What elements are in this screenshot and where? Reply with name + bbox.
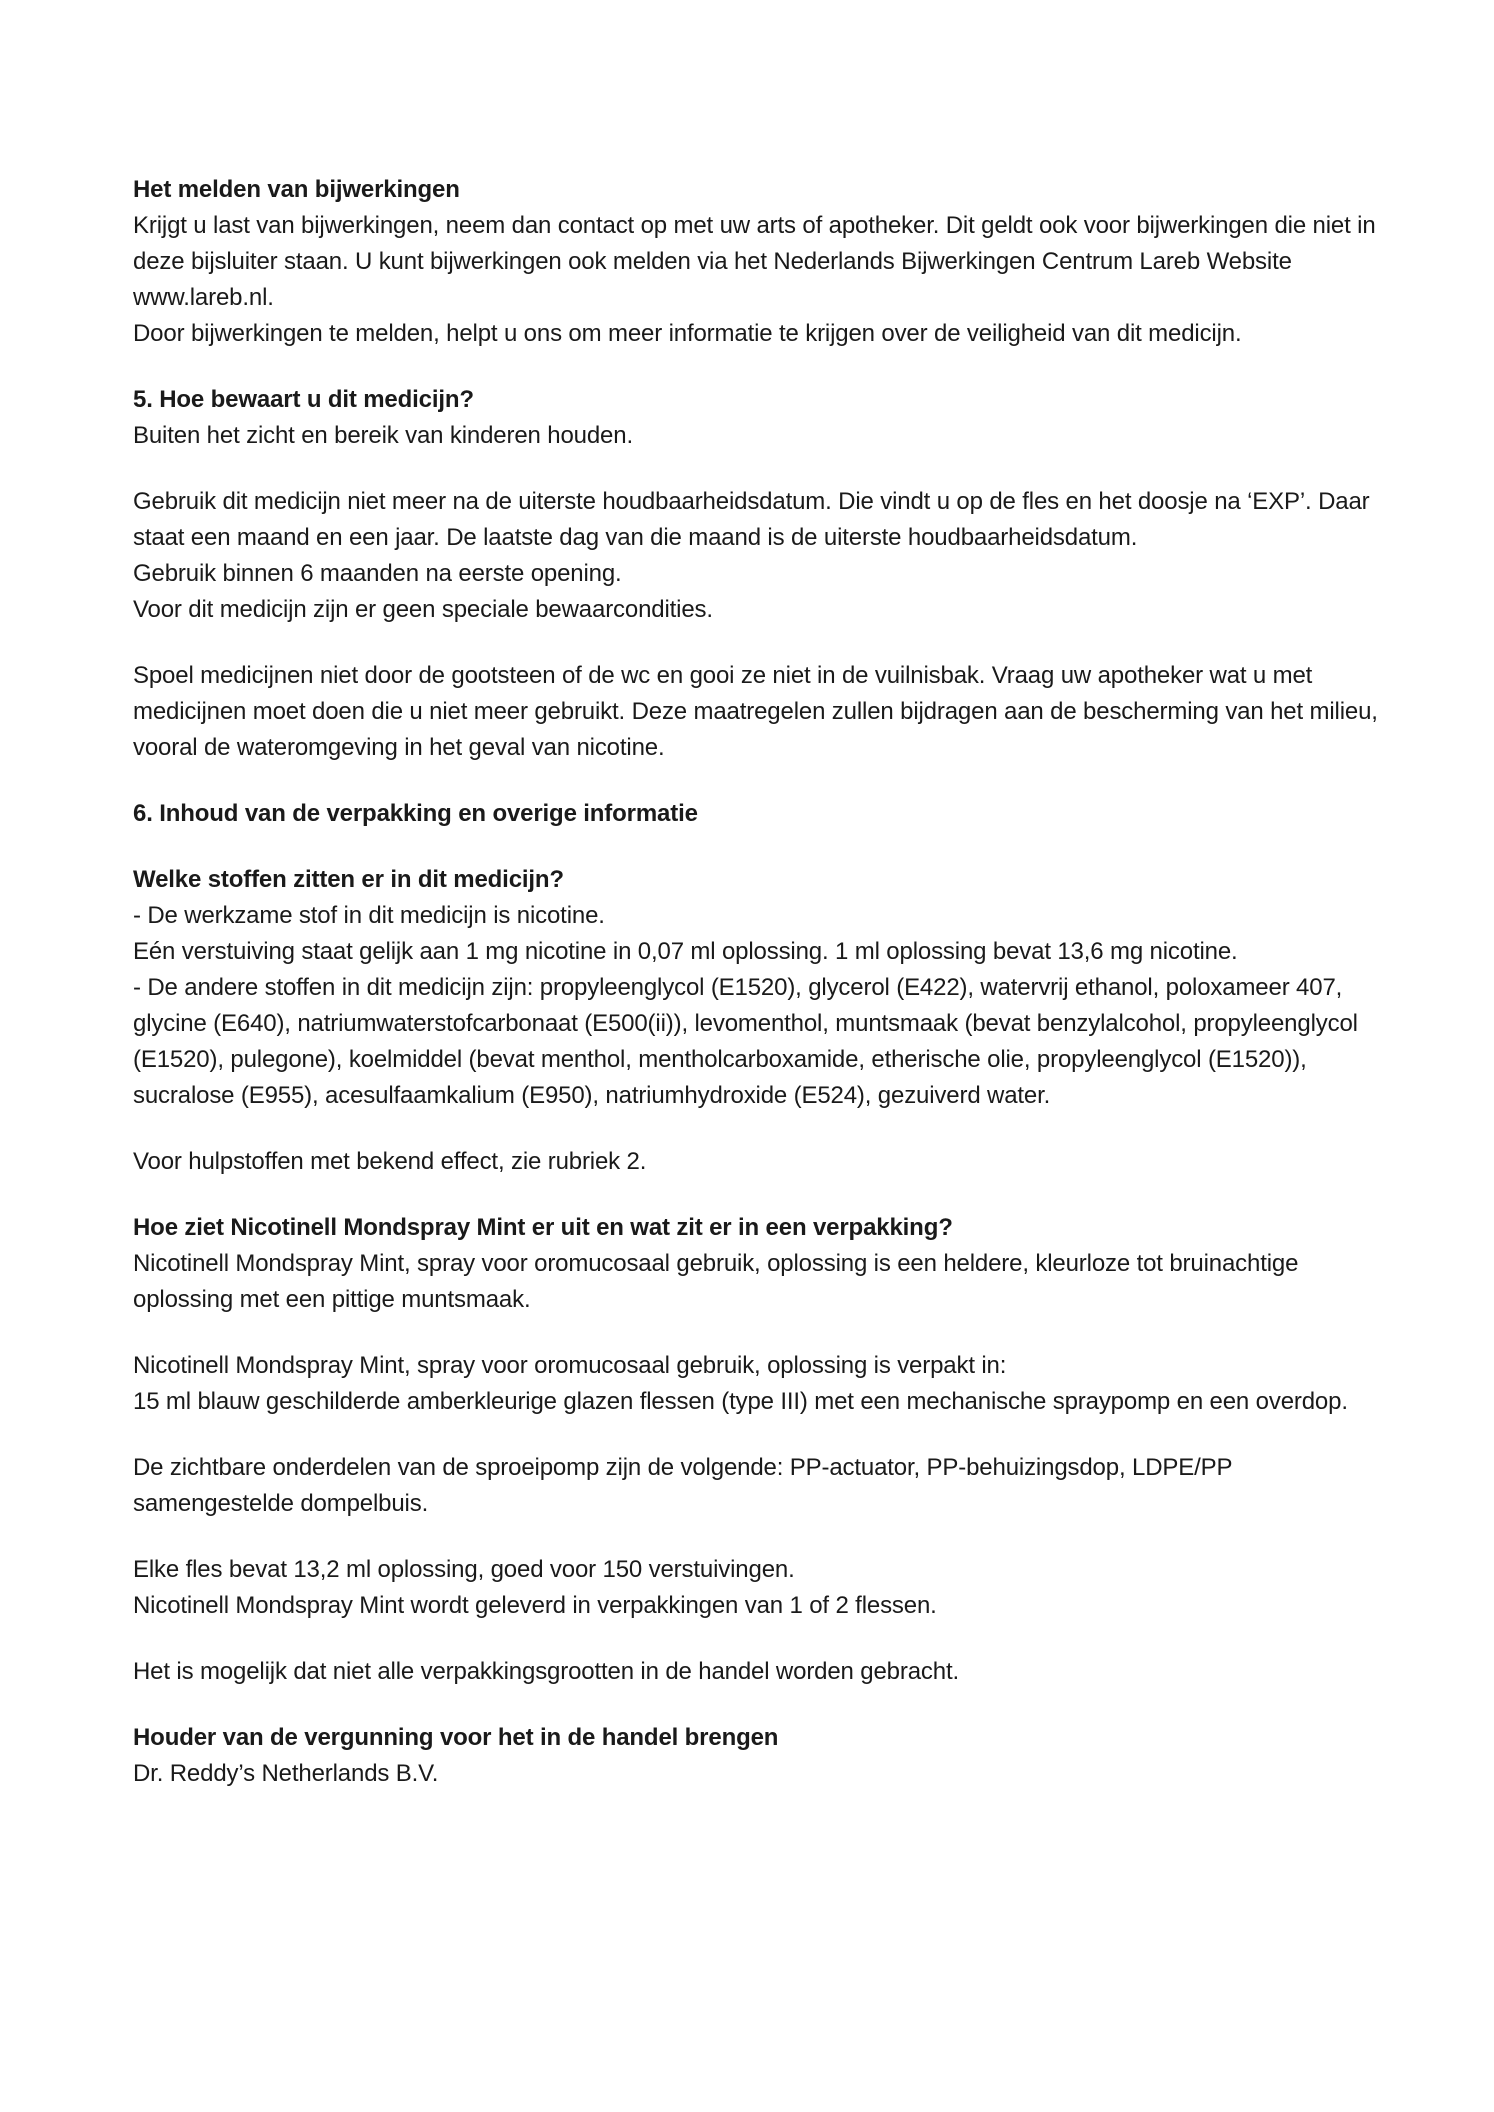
blank-line [133, 1522, 1394, 1552]
blank-line [133, 628, 1394, 658]
paragraph: Nicotinell Mondspray Mint, spray voor oromucosaal gebruik, oplossing is verpakt in: [133, 1352, 1007, 1379]
paragraph: - De andere stoffen in dit medicijn zijn: propyleenglycol (E1520), glycerol (E422), watervrij ethanol, poloxameer 407, glycine (E640), natriumwaterstofcarbonaat (E500(ii)), levomenthol, muntsmaak (bevat benzylalcohol, propyleenglycol (E1520), pulegone), koelmiddel (bevat menthol, mentholcarboxamide, etherische olie, propyleenglycol (E1520)), sucralose (E955), acesulfaamkalium (E950), natriumhydroxide (E524), gezuiverd water. [133, 974, 1365, 1109]
blank-line [133, 1690, 1394, 1720]
paragraph: Nicotinell Mondspray Mint, spray voor oromucosaal gebruik, oplossing is een heldere, kleurloze tot bruinachtige oplossing met een pittige muntsmaak. [133, 1250, 1305, 1313]
paragraph: - De werkzame stof in dit medicijn is nicotine. [133, 902, 605, 929]
paragraph: Spoel medicijnen niet door de gootsteen of de wc en gooi ze niet in de vuilnisbak. Vraag uw apotheker wat u met medicijnen moet doen die u niet meer gebruikt. Deze maatregelen zullen bijdragen aan de bescherming van het milieu, vooral de wateromgeving in het geval van nicotine. [133, 662, 1385, 761]
section-heading: Welke stoffen zitten er in dit medicijn? [133, 866, 564, 893]
paragraph: Dr. Reddy’s Netherlands B.V. [133, 1760, 439, 1787]
blank-line [133, 1420, 1394, 1450]
section-heading: Hoe ziet Nicotinell Mondspray Mint er uit en wat zit er in een verpakking? [133, 1214, 953, 1241]
section-heading: 5. Hoe bewaart u dit medicijn? [133, 386, 474, 413]
blank-line [133, 1180, 1394, 1210]
paragraph: De zichtbare onderdelen van de sproeipomp zijn de volgende: PP-actuator, PP-behuizingsdop, LDPE/PP samengestelde dompelbuis. [133, 1454, 1239, 1517]
blank-line [133, 1318, 1394, 1348]
paragraph: Voor dit medicijn zijn er geen speciale bewaarcondities. [133, 596, 713, 623]
paragraph: Gebruik dit medicijn niet meer na de uiterste houdbaarheidsdatum. Die vindt u op de fles en het doosje na ‘EXP’. Daar staat een maand en een jaar. De laatste dag van die maand is de uiterste houdbaarheidsdatum. [133, 488, 1377, 551]
blank-line [133, 352, 1394, 382]
paragraph: Door bijwerkingen te melden, helpt u ons om meer informatie te krijgen over de veiligheid van dit medicijn. [133, 320, 1242, 347]
paragraph: 15 ml blauw geschilderde amberkleurige glazen flessen (type III) met een mechanische spraypomp en een overdop. [133, 1388, 1348, 1415]
blank-line [133, 1114, 1394, 1144]
paragraph: Eén verstuiving staat gelijk aan 1 mg nicotine in 0,07 ml oplossing. 1 ml oplossing bevat 13,6 mg nicotine. [133, 938, 1238, 965]
section-heading: Het melden van bijwerkingen [133, 176, 460, 203]
paragraph: Gebruik binnen 6 maanden na eerste opening. [133, 560, 622, 587]
paragraph: Buiten het zicht en bereik van kinderen houden. [133, 422, 633, 449]
section-heading: Houder van de vergunning voor het in de handel brengen [133, 1724, 779, 1751]
paragraph: Elke fles bevat 13,2 ml oplossing, goed voor 150 verstuivingen. [133, 1556, 795, 1583]
paragraph: Het is mogelijk dat niet alle verpakkingsgrootten in de handel worden gebracht. [133, 1658, 959, 1685]
blank-line [133, 832, 1394, 862]
paragraph: Nicotinell Mondspray Mint wordt geleverd in verpakkingen van 1 of 2 flessen. [133, 1592, 937, 1619]
blank-line [133, 1624, 1394, 1654]
blank-line [133, 454, 1394, 484]
paragraph: Krijgt u last van bijwerkingen, neem dan contact op met uw arts of apotheker. Dit geldt ook voor bijwerkingen die niet in deze bijsluiter staan. U kunt bijwerkingen ook melden via het Nederlands Bijwerkingen Centrum Lareb Website www.lareb.nl. [133, 212, 1383, 311]
section-heading: 6. Inhoud van de verpakking en overige informatie [133, 800, 698, 827]
paragraph: Voor hulpstoffen met bekend effect, zie rubriek 2. [133, 1148, 647, 1175]
blank-line [133, 766, 1394, 796]
